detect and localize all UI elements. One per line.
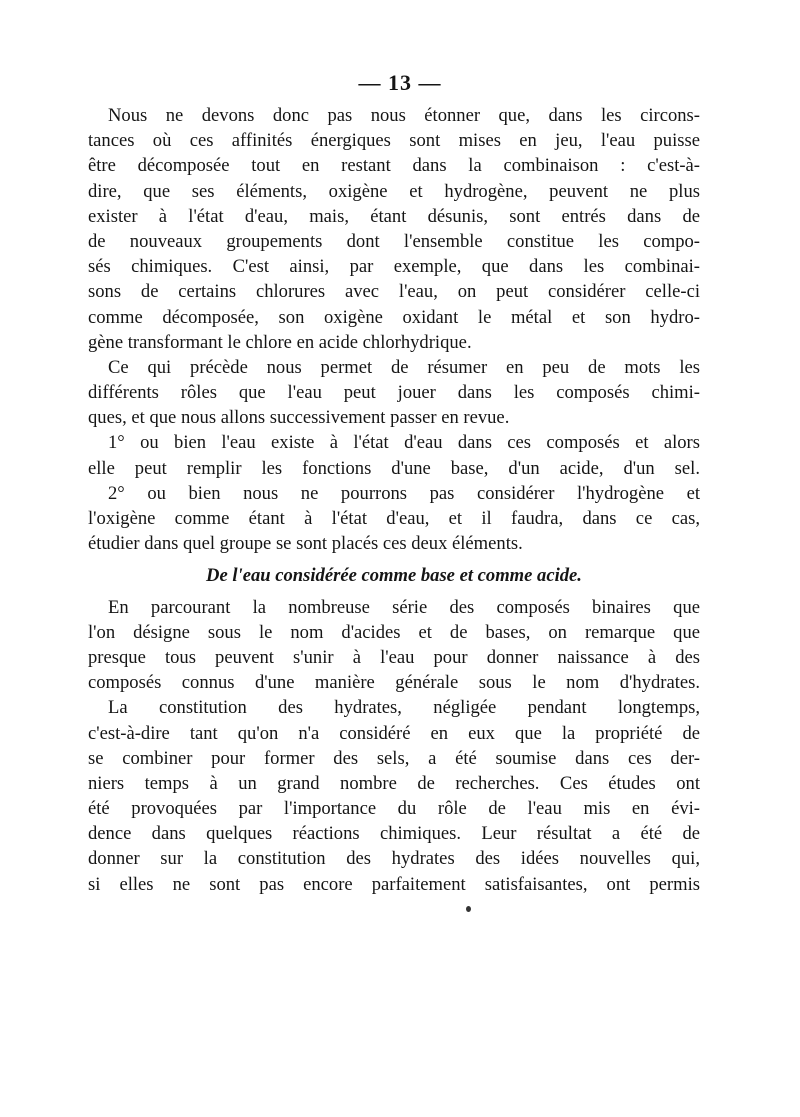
text-line: 2° ou bien nous ne pourrons pas considérer l'hydrogène et (108, 482, 700, 504)
text-line: si elles ne sont pas encore parfaitement satisfaisantes, ont permis (88, 873, 700, 895)
text-line: Nous ne devons donc pas nous étonner que, dans les circons- (108, 105, 700, 126)
text-line: tances où ces affinités énergiques sont mises en jeu, l'eau puisse (88, 130, 700, 152)
text-line: elle peut remplir les fonctions d'une base, d'un acide, d'un sel. (88, 457, 700, 479)
page-number: — 13 — (358, 70, 442, 95)
text-line: presque tous peuvent s'unir à l'eau pour donner naissance à des (88, 646, 700, 668)
text-line: exister à l'état d'eau, mais, étant désunis, sont entrés dans de (88, 205, 700, 227)
text-line: dire, que ses éléments, oxigène et hydrogène, peuvent ne plus (88, 180, 700, 202)
text-line: dence dans quelques réactions chimiques. Leur résultat a été de (88, 823, 700, 845)
text-line: ques, et que nous allons successivement passer en revue. (88, 407, 510, 429)
body-text (88, 103, 700, 897)
text-line: étudier dans quel groupe se sont placés ces deux éléments. (88, 533, 523, 555)
text-line: de nouveaux groupements dont l'ensemble constitue les compo- (88, 230, 700, 252)
text-line: Ce qui précède nous permet de résumer en peu de mots les (108, 356, 700, 378)
text-line: sons de certains chlorures avec l'eau, on peut considérer celle-ci (88, 281, 700, 303)
text-line: sés chimiques. C'est ainsi, par exemple, que dans les combinai- (88, 256, 700, 278)
text-line: donner sur la constitution des hydrates des idées nouvelles qui, (88, 848, 700, 870)
text-line: comme décomposée, son oxigène oxidant le métal et son hydro- (88, 306, 700, 328)
text-line: être décomposée tout en restant dans la combinaison : c'est-à- (88, 155, 700, 177)
text-line: niers temps à un grand nombre de recherches. Ces études ont (88, 772, 700, 794)
text-line: l'on désigne sous le nom d'acides et de bases, on remarque que (88, 621, 700, 643)
text-line: composés connus d'une manière générale sous le nom d'hydrates. (88, 672, 700, 694)
text-line: En parcourant la nombreuse série des composés binaires que (108, 596, 700, 618)
text-line: La constitution des hydrates, négligée pendant longtemps, (108, 697, 700, 719)
section-heading: De l'eau considérée comme base et comme acide. (206, 565, 582, 587)
ink-speck (466, 906, 471, 912)
text-line: différents rôles que l'eau peut jouer dans les composés chimi- (88, 382, 700, 404)
text-line: gène transformant le chlore en acide chlorhydrique. (88, 331, 472, 353)
text-line: été provoquées par l'importance du rôle de l'eau mis en évi- (88, 798, 700, 820)
text-line: 1° ou bien l'eau existe à l'état d'eau dans ces composés et alors (108, 432, 700, 454)
text-line: c'est-à-dire tant qu'on n'a considéré en eux que la propriété de (88, 722, 700, 744)
text-line: se combiner pour former des sels, a été soumise dans ces der- (88, 747, 700, 769)
text-line: l'oxigène comme étant à l'état d'eau, et il faudra, dans ce cas, (88, 508, 700, 529)
